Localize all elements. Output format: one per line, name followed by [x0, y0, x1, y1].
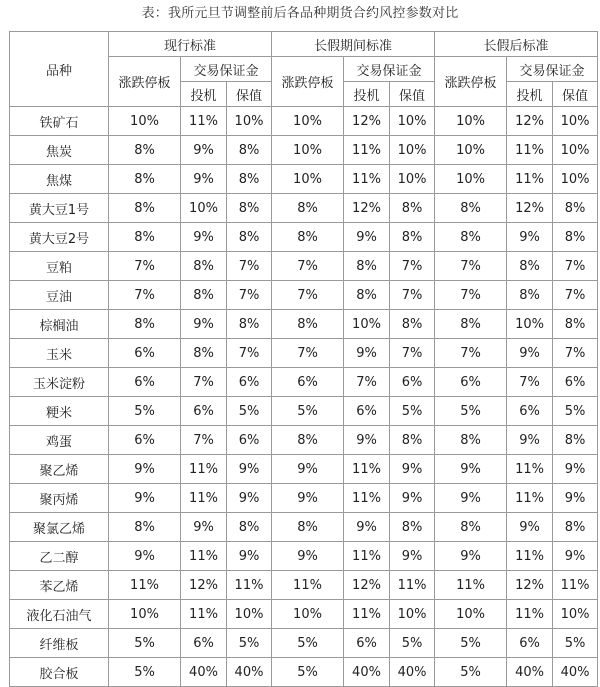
value-cell: 5% — [272, 658, 344, 687]
header-margin: 交易保证金 — [181, 57, 272, 82]
table-row — [10, 339, 598, 368]
value-cell: 7% — [109, 281, 181, 310]
table-row — [10, 629, 598, 658]
value-cell: 7% — [435, 281, 507, 310]
value-cell: 8% — [109, 513, 181, 542]
table-caption: 表：我所元旦节调整前后各品种期货合约风控参数对比 — [141, 6, 459, 21]
product-name-cell: 豆粕 — [10, 252, 109, 281]
value-cell: 5% — [272, 629, 344, 658]
value-cell: 7% — [507, 368, 553, 397]
table-row — [10, 397, 598, 426]
value-cell: 11% — [181, 107, 227, 136]
value-cell: 9% — [344, 513, 390, 542]
value-cell: 9% — [435, 542, 507, 571]
value-cell: 7% — [272, 252, 344, 281]
value-cell: 11% — [181, 484, 227, 513]
value-cell: 9% — [344, 223, 390, 252]
value-cell: 8% — [109, 194, 181, 223]
value-cell: 7% — [435, 252, 507, 281]
value-cell: 7% — [227, 252, 272, 281]
value-cell: 8% — [553, 194, 598, 223]
value-cell: 12% — [507, 107, 553, 136]
product-name-cell: 棕榈油 — [10, 310, 109, 339]
product-name-cell: 聚丙烯 — [10, 484, 109, 513]
value-cell: 9% — [181, 136, 227, 165]
value-cell: 6% — [181, 397, 227, 426]
table-row — [10, 252, 598, 281]
value-cell: 10% — [272, 165, 344, 194]
header-speculation: 投机 — [181, 82, 227, 107]
value-cell: 7% — [272, 339, 344, 368]
table-row — [10, 223, 598, 252]
value-cell: 6% — [507, 397, 553, 426]
product-name-cell: 黄大豆1号 — [10, 194, 109, 223]
value-cell: 7% — [553, 339, 598, 368]
value-cell: 11% — [507, 542, 553, 571]
table-row — [10, 194, 598, 223]
table-row — [10, 310, 598, 339]
value-cell: 11% — [507, 136, 553, 165]
value-cell: 11% — [553, 571, 598, 600]
value-cell: 12% — [344, 194, 390, 223]
value-cell: 8% — [227, 310, 272, 339]
value-cell: 6% — [553, 368, 598, 397]
product-name-cell: 乙二醇 — [10, 542, 109, 571]
value-cell: 8% — [109, 136, 181, 165]
value-cell: 9% — [109, 542, 181, 571]
value-cell: 8% — [435, 426, 507, 455]
value-cell: 9% — [181, 165, 227, 194]
value-cell: 11% — [181, 600, 227, 629]
table-row — [10, 513, 598, 542]
value-cell: 8% — [553, 223, 598, 252]
value-cell: 8% — [390, 223, 435, 252]
value-cell: 8% — [272, 310, 344, 339]
header-group-after: 长假后标准 — [435, 32, 598, 57]
header-hedge: 保值 — [553, 82, 598, 107]
value-cell: 5% — [390, 629, 435, 658]
value-cell: 6% — [344, 629, 390, 658]
value-cell: 8% — [553, 513, 598, 542]
value-cell: 5% — [435, 658, 507, 687]
value-cell: 12% — [181, 571, 227, 600]
value-cell: 8% — [109, 165, 181, 194]
table-row — [10, 281, 598, 310]
value-cell: 9% — [181, 223, 227, 252]
value-cell: 11% — [507, 484, 553, 513]
header-hedge: 保值 — [390, 82, 435, 107]
value-cell: 9% — [553, 542, 598, 571]
value-cell: 8% — [390, 426, 435, 455]
product-name-cell: 纤维板 — [10, 629, 109, 658]
value-cell: 9% — [109, 484, 181, 513]
header-limit: 涨跌停板 — [109, 57, 181, 107]
value-cell: 10% — [272, 136, 344, 165]
value-cell: 40% — [553, 658, 598, 687]
value-cell: 8% — [272, 223, 344, 252]
product-name-cell: 苯乙烯 — [10, 571, 109, 600]
value-cell: 10% — [272, 600, 344, 629]
value-cell: 8% — [109, 223, 181, 252]
value-cell: 6% — [344, 397, 390, 426]
value-cell: 6% — [390, 368, 435, 397]
value-cell: 5% — [227, 397, 272, 426]
value-cell: 8% — [181, 339, 227, 368]
value-cell: 9% — [507, 513, 553, 542]
value-cell: 10% — [390, 165, 435, 194]
value-cell: 10% — [390, 600, 435, 629]
value-cell: 8% — [227, 513, 272, 542]
value-cell: 11% — [344, 165, 390, 194]
header-speculation: 投机 — [344, 82, 390, 107]
value-cell: 9% — [390, 455, 435, 484]
value-cell: 40% — [507, 658, 553, 687]
value-cell: 8% — [272, 426, 344, 455]
value-cell: 8% — [344, 281, 390, 310]
value-cell: 8% — [435, 194, 507, 223]
value-cell: 40% — [227, 658, 272, 687]
value-cell: 8% — [507, 281, 553, 310]
value-cell: 8% — [181, 252, 227, 281]
value-cell: 5% — [390, 397, 435, 426]
table-row — [10, 542, 598, 571]
value-cell: 11% — [344, 484, 390, 513]
value-cell: 8% — [272, 513, 344, 542]
value-cell: 10% — [344, 310, 390, 339]
value-cell: 10% — [435, 136, 507, 165]
value-cell: 9% — [227, 484, 272, 513]
value-cell: 10% — [109, 600, 181, 629]
value-cell: 9% — [181, 513, 227, 542]
value-cell: 7% — [390, 339, 435, 368]
value-cell: 6% — [227, 426, 272, 455]
value-cell: 7% — [435, 339, 507, 368]
value-cell: 8% — [344, 252, 390, 281]
value-cell: 10% — [272, 107, 344, 136]
table-row — [10, 165, 598, 194]
product-name-cell: 玉米 — [10, 339, 109, 368]
value-cell: 10% — [553, 165, 598, 194]
value-cell: 8% — [507, 252, 553, 281]
header-group-current: 现行标准 — [109, 32, 272, 57]
value-cell: 6% — [109, 339, 181, 368]
value-cell: 10% — [227, 600, 272, 629]
value-cell: 7% — [390, 281, 435, 310]
value-cell: 6% — [227, 368, 272, 397]
table-body — [10, 107, 598, 687]
value-cell: 9% — [344, 426, 390, 455]
value-cell: 6% — [272, 368, 344, 397]
value-cell: 7% — [227, 339, 272, 368]
value-cell: 10% — [390, 107, 435, 136]
table-row — [10, 426, 598, 455]
value-cell: 7% — [109, 252, 181, 281]
value-cell: 8% — [227, 165, 272, 194]
header-margin: 交易保证金 — [507, 57, 598, 82]
product-name-cell: 胶合板 — [10, 658, 109, 687]
value-cell: 10% — [553, 600, 598, 629]
value-cell: 10% — [390, 136, 435, 165]
value-cell: 11% — [181, 542, 227, 571]
risk-parameter-table — [9, 31, 598, 687]
header-hedge: 保值 — [227, 82, 272, 107]
table-row — [10, 455, 598, 484]
value-cell: 6% — [435, 368, 507, 397]
header-speculation: 投机 — [507, 82, 553, 107]
value-cell: 7% — [181, 426, 227, 455]
value-cell: 5% — [109, 397, 181, 426]
value-cell: 8% — [227, 136, 272, 165]
value-cell: 10% — [553, 107, 598, 136]
value-cell: 7% — [181, 368, 227, 397]
value-cell: 7% — [272, 281, 344, 310]
product-name-cell: 聚乙烯 — [10, 455, 109, 484]
value-cell: 12% — [344, 571, 390, 600]
table-row — [10, 136, 598, 165]
value-cell: 10% — [507, 310, 553, 339]
value-cell: 7% — [553, 281, 598, 310]
value-cell: 9% — [435, 484, 507, 513]
value-cell: 9% — [272, 455, 344, 484]
value-cell: 7% — [344, 368, 390, 397]
value-cell: 11% — [507, 165, 553, 194]
value-cell: 9% — [507, 426, 553, 455]
product-name-cell: 聚氯乙烯 — [10, 513, 109, 542]
value-cell: 10% — [435, 107, 507, 136]
value-cell: 5% — [435, 397, 507, 426]
table-row — [10, 658, 598, 687]
product-name-cell: 铁矿石 — [10, 107, 109, 136]
value-cell: 7% — [227, 281, 272, 310]
value-cell: 11% — [227, 571, 272, 600]
value-cell: 6% — [507, 629, 553, 658]
value-cell: 12% — [344, 107, 390, 136]
value-cell: 9% — [227, 542, 272, 571]
product-name-cell: 黄大豆2号 — [10, 223, 109, 252]
value-cell: 5% — [109, 629, 181, 658]
value-cell: 8% — [227, 223, 272, 252]
value-cell: 7% — [390, 252, 435, 281]
value-cell: 9% — [390, 484, 435, 513]
value-cell: 40% — [181, 658, 227, 687]
value-cell: 11% — [344, 542, 390, 571]
value-cell: 11% — [344, 455, 390, 484]
table-row — [10, 484, 598, 513]
value-cell: 8% — [181, 281, 227, 310]
value-cell: 8% — [435, 223, 507, 252]
value-cell: 8% — [553, 310, 598, 339]
value-cell: 9% — [435, 455, 507, 484]
table-row — [10, 368, 598, 397]
value-cell: 9% — [553, 484, 598, 513]
value-cell: 8% — [390, 513, 435, 542]
table-row — [10, 600, 598, 629]
product-name-cell: 玉米淀粉 — [10, 368, 109, 397]
value-cell: 11% — [390, 571, 435, 600]
value-cell: 5% — [109, 658, 181, 687]
product-name-cell: 液化石油气 — [10, 600, 109, 629]
header-group-holiday: 长假期间标准 — [272, 32, 435, 57]
value-cell: 8% — [109, 310, 181, 339]
value-cell: 10% — [181, 194, 227, 223]
value-cell: 8% — [227, 194, 272, 223]
product-name-cell: 粳米 — [10, 397, 109, 426]
value-cell: 8% — [435, 310, 507, 339]
value-cell: 8% — [272, 194, 344, 223]
value-cell: 8% — [553, 426, 598, 455]
value-cell: 40% — [390, 658, 435, 687]
value-cell: 11% — [272, 571, 344, 600]
table-row — [10, 107, 598, 136]
value-cell: 10% — [227, 107, 272, 136]
product-name-cell: 焦炭 — [10, 136, 109, 165]
value-cell: 11% — [181, 455, 227, 484]
value-cell: 10% — [553, 136, 598, 165]
value-cell: 11% — [109, 571, 181, 600]
value-cell: 12% — [507, 571, 553, 600]
value-cell: 12% — [507, 194, 553, 223]
header-limit: 涨跌停板 — [435, 57, 507, 107]
value-cell: 6% — [181, 629, 227, 658]
product-name-cell: 豆油 — [10, 281, 109, 310]
value-cell: 9% — [272, 484, 344, 513]
value-cell: 6% — [109, 426, 181, 455]
value-cell: 5% — [553, 397, 598, 426]
value-cell: 9% — [181, 310, 227, 339]
value-cell: 5% — [272, 397, 344, 426]
value-cell: 5% — [553, 629, 598, 658]
value-cell: 11% — [435, 571, 507, 600]
value-cell: 11% — [344, 136, 390, 165]
table-row — [10, 571, 598, 600]
value-cell: 10% — [109, 107, 181, 136]
value-cell: 6% — [109, 368, 181, 397]
value-cell: 5% — [227, 629, 272, 658]
value-cell: 9% — [272, 542, 344, 571]
value-cell: 5% — [435, 629, 507, 658]
value-cell: 9% — [227, 455, 272, 484]
value-cell: 11% — [507, 600, 553, 629]
header-product: 品种 — [10, 32, 109, 107]
value-cell: 10% — [435, 600, 507, 629]
value-cell: 8% — [390, 310, 435, 339]
header-margin: 交易保证金 — [344, 57, 435, 82]
value-cell: 9% — [507, 339, 553, 368]
value-cell: 8% — [390, 194, 435, 223]
value-cell: 9% — [553, 455, 598, 484]
product-name-cell: 焦煤 — [10, 165, 109, 194]
value-cell: 10% — [435, 165, 507, 194]
value-cell: 11% — [344, 600, 390, 629]
value-cell: 9% — [109, 455, 181, 484]
value-cell: 9% — [507, 223, 553, 252]
product-name-cell: 鸡蛋 — [10, 426, 109, 455]
value-cell: 7% — [553, 252, 598, 281]
header-limit: 涨跌停板 — [272, 57, 344, 107]
value-cell: 9% — [344, 339, 390, 368]
value-cell: 8% — [435, 513, 507, 542]
value-cell: 11% — [507, 455, 553, 484]
value-cell: 40% — [344, 658, 390, 687]
value-cell: 9% — [390, 542, 435, 571]
